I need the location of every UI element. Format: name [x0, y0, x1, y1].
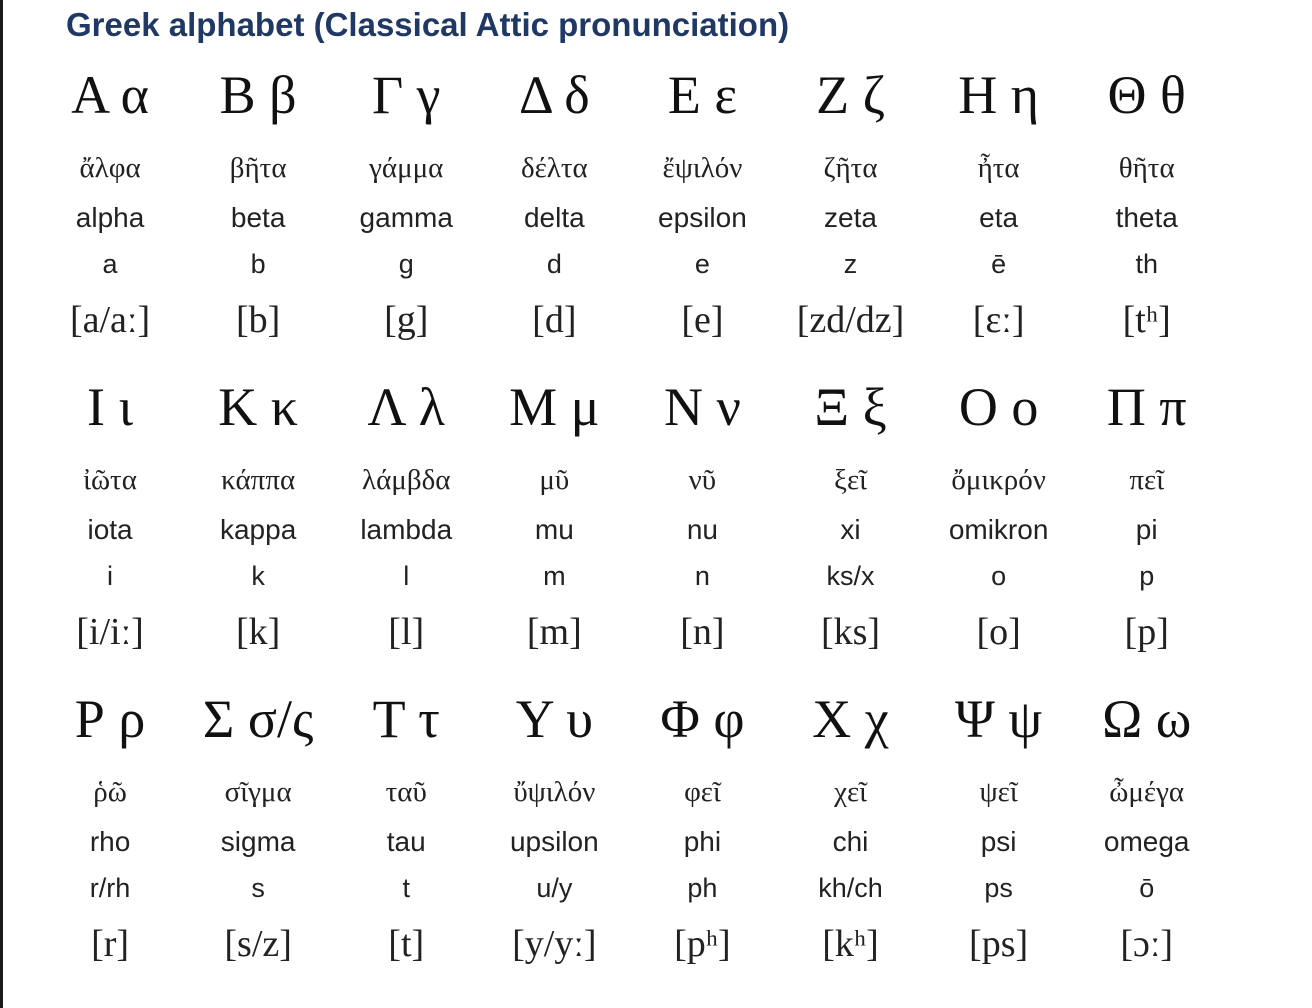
- letter-ipa: [r]: [91, 923, 130, 965]
- letter-ipa: [kʰ]: [822, 923, 879, 965]
- letter-transliteration: l: [403, 561, 410, 591]
- letter-ipa: [a/aː]: [69, 299, 151, 341]
- letter-transliteration: i: [107, 561, 114, 591]
- letter-ipa: [m]: [526, 611, 582, 653]
- letter-greek-name: ἄλφα: [79, 152, 141, 184]
- letter-latin-name: alpha: [75, 202, 145, 233]
- letter-glyphs: Υ υ: [515, 689, 593, 749]
- letter-transliteration: z: [843, 249, 858, 279]
- letter-greek-name: νῦ: [688, 464, 717, 496]
- letter-cell: [184, 370, 332, 682]
- letter-latin-name: epsilon: [658, 202, 747, 233]
- letter-glyphs: Λ λ: [367, 377, 445, 437]
- letter-cell: [776, 58, 924, 370]
- letter-cell: [332, 58, 480, 370]
- letter-greek-name: σῖγμα: [224, 776, 292, 808]
- letter-glyphs: Γ γ: [371, 65, 441, 125]
- letter-greek-name: ἰῶτα: [83, 464, 137, 496]
- letter-glyphs: Ν ν: [663, 377, 741, 437]
- letter-transliteration: ps: [984, 873, 1013, 903]
- letter-cell: [776, 370, 924, 682]
- letter-glyphs: Μ μ: [509, 377, 600, 437]
- letter-cell: [1073, 370, 1221, 682]
- letter-glyphs: Π π: [1106, 377, 1187, 437]
- letter-glyphs: Η η: [958, 65, 1039, 125]
- letter-transliteration: t: [402, 873, 410, 903]
- letter-cell: [925, 370, 1073, 682]
- letter-latin-name: omikron: [948, 514, 1049, 545]
- letter-cell: [925, 58, 1073, 370]
- letter-greek-name: κάππα: [221, 464, 296, 496]
- letter-latin-name: beta: [230, 202, 286, 233]
- letter-greek-name: ζῆτα: [823, 152, 878, 184]
- letter-cell: [628, 682, 776, 994]
- letter-latin-name: sigma: [220, 826, 296, 857]
- letter-ipa: [ks]: [820, 611, 881, 653]
- alphabet-grid: [36, 58, 1221, 994]
- letter-transliteration: u/y: [536, 873, 573, 903]
- letter-greek-name: ὔψιλόν: [513, 776, 596, 808]
- letter-greek-name: ξεῖ: [834, 464, 867, 496]
- letter-cell: [36, 58, 184, 370]
- letter-transliteration: ks/x: [826, 561, 875, 591]
- letter-cell: [332, 370, 480, 682]
- letter-greek-name: ἦτα: [977, 152, 1020, 184]
- letter-cell: [776, 682, 924, 994]
- letter-latin-name: phi: [683, 826, 722, 857]
- letter-glyphs: Ε ε: [667, 65, 737, 125]
- letter-ipa: [tʰ]: [1122, 299, 1171, 341]
- letter-greek-name: γάμμα: [369, 152, 444, 184]
- letter-ipa: [l]: [388, 611, 425, 653]
- letter-greek-name: πεῖ: [1129, 464, 1165, 496]
- letter-cell: [184, 58, 332, 370]
- letter-greek-name: ὄμικρόν: [951, 464, 1046, 496]
- letter-latin-name: pi: [1135, 514, 1158, 545]
- letter-greek-name: χεῖ: [834, 776, 867, 808]
- letter-greek-name: ῥῶ: [93, 776, 127, 808]
- letter-cell: [480, 370, 628, 682]
- letter-greek-name: θῆτα: [1118, 152, 1175, 184]
- letter-ipa: [b]: [235, 299, 281, 341]
- letter-ipa: [t]: [388, 923, 425, 965]
- letter-cell: [332, 682, 480, 994]
- letter-transliteration: ō: [1139, 873, 1155, 903]
- letter-greek-name: βῆτα: [229, 152, 287, 184]
- letter-cell: [36, 682, 184, 994]
- letter-ipa: [p]: [1124, 611, 1169, 653]
- letter-cell: [628, 370, 776, 682]
- letter-ipa: [k]: [235, 611, 281, 653]
- letter-cell: [480, 58, 628, 370]
- letter-latin-name: tau: [386, 826, 426, 857]
- letter-greek-name: ὦμέγα: [1109, 776, 1185, 808]
- letter-glyphs: Ζ ζ: [816, 65, 885, 125]
- letter-ipa: [ps]: [969, 923, 1029, 965]
- letter-transliteration: r/rh: [89, 873, 131, 903]
- letter-latin-name: omega: [1103, 826, 1190, 857]
- letter-glyphs: Ψ ψ: [955, 689, 1043, 749]
- letter-ipa: [d]: [532, 299, 577, 341]
- letter-ipa: [s/z]: [224, 923, 292, 965]
- letter-glyphs: Φ φ: [660, 689, 745, 749]
- letter-glyphs: Β β: [219, 65, 297, 125]
- letter-latin-name: upsilon: [509, 826, 599, 857]
- letter-transliteration: m: [543, 561, 566, 591]
- letter-greek-name: φεῖ: [684, 776, 721, 808]
- letter-glyphs: Σ σ/ς: [202, 689, 314, 749]
- page-title: Greek alphabet (Classical Attic pronunciation): [66, 6, 790, 43]
- letter-latin-name: rho: [89, 826, 131, 857]
- letter-ipa: [ɛː]: [972, 299, 1025, 341]
- letter-latin-name: theta: [1115, 202, 1178, 233]
- letter-latin-name: kappa: [219, 514, 297, 545]
- letter-ipa: [g]: [384, 299, 429, 341]
- letter-cell: [925, 682, 1073, 994]
- letter-glyphs: Κ κ: [218, 377, 298, 437]
- letter-ipa: [y/yː]: [512, 923, 597, 965]
- letter-glyphs: Ω ω: [1102, 689, 1192, 749]
- letter-glyphs: Τ τ: [372, 689, 440, 749]
- letter-transliteration: s: [251, 873, 265, 903]
- letter-latin-name: nu: [686, 514, 718, 545]
- letter-glyphs: Χ χ: [812, 689, 889, 749]
- letter-greek-name: ψεῖ: [979, 776, 1018, 808]
- letter-transliteration: g: [398, 249, 414, 279]
- letter-ipa: [n]: [680, 611, 725, 653]
- letter-glyphs: Ο ο: [958, 377, 1039, 437]
- letter-cell: [184, 682, 332, 994]
- letter-transliteration: d: [546, 249, 562, 279]
- letter-ipa: [ɔː]: [1120, 923, 1174, 965]
- letter-transliteration: b: [250, 249, 266, 279]
- letter-glyphs: Θ θ: [1107, 65, 1186, 125]
- letter-transliteration: p: [1139, 561, 1155, 591]
- letter-transliteration: ph: [687, 873, 718, 903]
- letter-transliteration: th: [1135, 249, 1158, 279]
- letter-latin-name: eta: [979, 202, 1019, 233]
- letter-ipa: [i/iː]: [76, 611, 144, 653]
- letter-cell: [628, 58, 776, 370]
- letter-latin-name: delta: [523, 202, 585, 233]
- letter-cell: [480, 682, 628, 994]
- letter-latin-name: chi: [832, 826, 869, 857]
- letter-greek-name: λάμβδα: [362, 464, 451, 496]
- letter-glyphs: Ι ι: [87, 377, 134, 437]
- letter-transliteration: ē: [991, 249, 1007, 279]
- letter-ipa: [o]: [976, 611, 1021, 653]
- letter-cell: [1073, 58, 1221, 370]
- letter-transliteration: kh/ch: [818, 873, 883, 903]
- letter-ipa: [pʰ]: [674, 923, 731, 965]
- letter-glyphs: Δ δ: [518, 65, 590, 125]
- letter-ipa: [e]: [681, 299, 724, 341]
- letter-glyphs: Ξ ξ: [814, 377, 887, 437]
- letter-latin-name: zeta: [824, 202, 877, 233]
- letter-transliteration: o: [991, 561, 1007, 591]
- letter-latin-name: psi: [980, 826, 1017, 857]
- letter-latin-name: xi: [840, 514, 861, 545]
- letter-greek-name: μῦ: [539, 464, 570, 496]
- letter-greek-name: ἔψιλόν: [662, 152, 743, 184]
- letter-glyphs: Α α: [71, 65, 149, 125]
- letter-transliteration: a: [102, 249, 118, 279]
- letter-greek-name: ταῦ: [385, 776, 427, 808]
- letter-greek-name: δέλτα: [520, 152, 588, 184]
- letter-transliteration: k: [251, 561, 265, 591]
- letter-latin-name: mu: [534, 514, 574, 545]
- letter-transliteration: e: [694, 249, 710, 279]
- letter-glyphs: Ρ ρ: [74, 689, 146, 749]
- letter-cell: [1073, 682, 1221, 994]
- letter-latin-name: gamma: [359, 202, 453, 233]
- letter-latin-name: iota: [87, 514, 133, 545]
- left-border: [0, 0, 3, 1008]
- letter-ipa: [zd/dz]: [796, 299, 905, 341]
- letter-transliteration: n: [694, 561, 710, 591]
- letter-cell: [36, 370, 184, 682]
- letter-latin-name: lambda: [360, 514, 453, 545]
